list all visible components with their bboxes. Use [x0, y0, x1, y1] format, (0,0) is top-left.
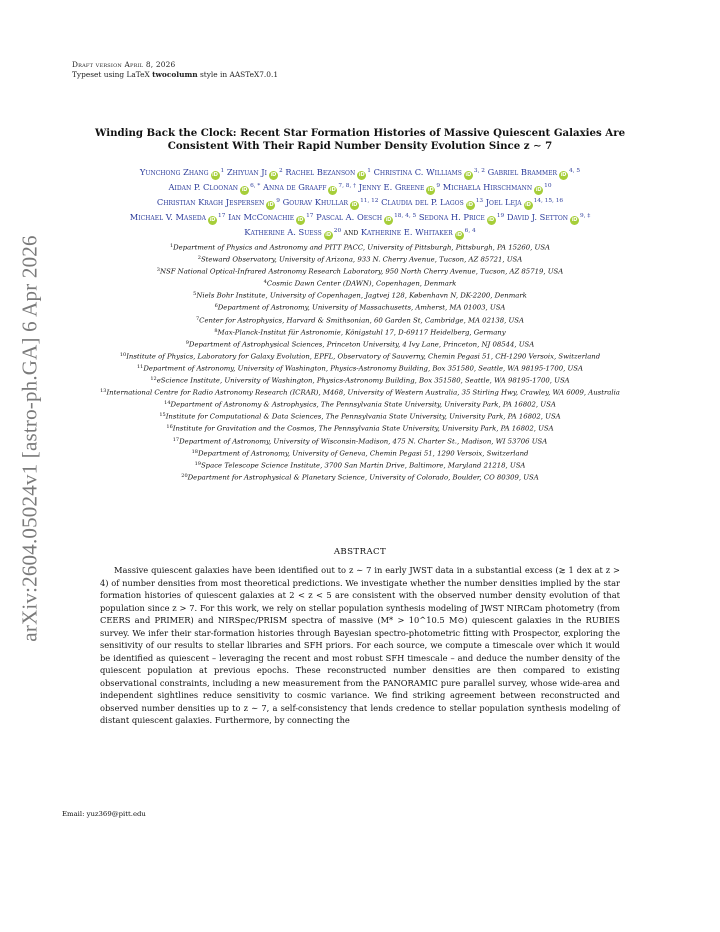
author-affiliation-marker: 3, 2 — [473, 168, 485, 174]
author-affiliation-marker: 9 — [436, 183, 441, 189]
affiliation-text: Department of Astronomy, University of Massachusetts, Amherst, MA 01003, USA — [217, 303, 506, 312]
author-affiliation-marker: 10 — [544, 183, 552, 189]
author-name[interactable]: Gourav Khullar — [282, 197, 349, 207]
affiliation-line — [56, 410, 664, 422]
author-name[interactable]: Pascal A. Oesch — [316, 212, 383, 222]
affiliation-line — [56, 289, 664, 301]
affiliation-line — [56, 301, 664, 313]
author-entry[interactable] — [227, 167, 283, 177]
author-entry[interactable] — [130, 212, 226, 222]
orcid-icon[interactable]: iD — [358, 172, 365, 178]
author-entry[interactable] — [361, 227, 476, 237]
author-entry[interactable] — [443, 182, 552, 192]
author-entry[interactable] — [263, 182, 356, 192]
affiliation-text: Department of Astronomy, University of Geneva, Chemin Pegasi 51, 1290 Versoix, Switzerland — [197, 449, 529, 458]
author-affiliation-marker: 9, ‡ — [580, 213, 591, 219]
orcid-icon[interactable]: iD — [427, 187, 434, 193]
latex-logo: LaTeX — [126, 70, 150, 79]
author-entry[interactable] — [488, 167, 580, 177]
affiliation-text: Max-Planck-Institut für Astronomie, Königstuhl 17, D-69117 Heidelberg, Germany — [217, 328, 506, 337]
affiliation-number: 20 — [181, 472, 188, 479]
affiliation-text: Department of Astronomy, University of Wisconsin-Madison, 475 N. Charter St., Madison, WI 53706 USA — [179, 437, 548, 445]
affiliation-text: Department of Physics and Astronomy and PITT PACC, University of Pittsburgh, Pittsburgh, PA 15260, USA — [173, 243, 551, 252]
orcid-icon[interactable]: iD — [467, 202, 474, 208]
author-affiliation-marker: 11, 12 — [360, 198, 379, 204]
orcid-icon[interactable]: iD — [535, 187, 542, 193]
orcid-icon[interactable]: iD — [325, 232, 332, 238]
author-entry[interactable] — [168, 182, 260, 192]
author-name[interactable]: Ian McConachie — [228, 212, 295, 222]
author-affiliation-marker: 4, 5 — [569, 168, 581, 174]
affiliation-line — [56, 350, 664, 362]
author-entry[interactable] — [359, 182, 440, 192]
affiliation-line — [56, 326, 664, 338]
author-affiliation-marker: 1 — [220, 168, 225, 174]
draft-version-line: Draft version April 8, 2026 — [72, 60, 176, 69]
affiliation-text: Institute for Gravitation and the Cosmos, The Pennsylvania State University, University Park, PA 16802, USA — [172, 424, 554, 433]
affiliation-number: 12 — [150, 376, 157, 383]
affiliation-number: 10 — [119, 351, 127, 358]
affiliation-number: 8 — [214, 327, 218, 334]
orcid-icon[interactable]: iD — [270, 172, 277, 178]
author-entry[interactable] — [157, 197, 280, 207]
affiliation-number: 2 — [197, 255, 201, 262]
affiliation-line — [56, 277, 664, 289]
orcid-icon[interactable]: iD — [241, 187, 248, 193]
corresponding-email: Email: yuz369@pitt.edu — [62, 810, 146, 818]
orcid-icon[interactable]: iD — [351, 202, 358, 208]
affiliation-text: Department of Astronomy, University of Washington, Physics-Astronomy Building, Box 351580, Seattle, WA 98195-1700, USA — [143, 364, 583, 373]
affiliation-number: 17 — [172, 436, 180, 443]
author-affiliation-marker: 6, * — [250, 183, 261, 189]
author-entry[interactable] — [486, 197, 563, 207]
affiliation-line — [56, 447, 664, 459]
affiliation-number: 16 — [166, 424, 173, 431]
affiliation-text: Institute of Physics, Laboratory for Galaxy Evolution, EPFL, Observatory of Sauverny, Chemin Pegasi 51, CH-1290 Versoix, Switzerland — [126, 352, 601, 361]
arxiv-sidebar-stamp — [8, 228, 52, 648]
affiliation-number: 15 — [159, 412, 166, 419]
affiliation-text: Department of Astronomy & Astrophysics, The Pennsylvania State University, University Park, PA 16802, USA — [170, 400, 556, 409]
affiliation-text: Cosmic Dawn Center (DAWN), Copenhagen, Denmark — [266, 279, 457, 288]
affiliation-text: eScience Institute, University of Washington, Physics-Astronomy Building, Box 351580, Seattle, WA 98195-1700, USA — [156, 376, 570, 385]
affiliation-line — [56, 338, 664, 350]
affiliation-number: 11 — [137, 363, 144, 370]
author-affiliation-marker: 19 — [496, 213, 505, 219]
author-affiliation-marker: 6, 4 — [464, 228, 476, 234]
author-entry[interactable] — [283, 197, 379, 207]
author-name[interactable]: Sedona H. Price — [418, 212, 485, 222]
affiliation-text: Center for Astrophysics, Harvard & Smithsonian, 60 Garden St, Cambridge, MA 02138, USA — [199, 316, 524, 325]
author-affiliation-marker: 1 — [367, 168, 371, 174]
author-name[interactable]: Christina C. Williams — [373, 167, 462, 177]
orcid-icon[interactable]: iD — [297, 217, 304, 223]
affiliation-number: 14 — [164, 400, 171, 407]
author-entry[interactable] — [374, 167, 485, 177]
orcid-icon[interactable]: iD — [209, 217, 216, 223]
affiliation-number: 6 — [214, 303, 218, 310]
author-entry[interactable] — [228, 212, 313, 222]
author-affiliation-marker: 7, 8, † — [338, 183, 357, 189]
affiliation-number: 1 — [169, 243, 174, 249]
orcid-icon[interactable]: iD — [385, 217, 392, 223]
author-affiliation-marker: 17 — [218, 213, 226, 219]
author-affiliation-marker: 2 — [278, 168, 283, 174]
paper-title — [60, 127, 660, 153]
author-conjunction: and — [341, 227, 361, 237]
affiliation-number: 5 — [193, 291, 197, 298]
orcid-icon[interactable]: iD — [465, 172, 472, 178]
author-name[interactable]: Christian Kragh Jespersen — [156, 197, 265, 207]
author-name[interactable]: David J. Setton — [506, 212, 568, 222]
author-entry[interactable] — [140, 167, 224, 177]
title-line-1: Winding Back the Clock: Recent Star Formation Histories of Massive Quiescent Galaxies Are — [94, 127, 626, 139]
author-entry[interactable] — [285, 167, 371, 177]
orcid-icon[interactable]: iD — [330, 187, 336, 193]
affiliation-text: Department of Astrophysical Sciences, Princeton University, 4 Ivy Lane, Princeton, NJ 08544, USA — [188, 340, 535, 349]
affiliation-text: Niels Bohr Institute, University of Copenhagen, Jagtvej 128, København N, DK-2200, Denmark — [196, 291, 527, 300]
author-name[interactable]: Katherine A. Suess — [244, 227, 322, 237]
author-name[interactable]: Zhiyuan Ji — [226, 167, 267, 177]
author-name[interactable]: Michael V. Maseda — [129, 212, 207, 222]
affiliation-line — [56, 435, 664, 447]
orcid-icon[interactable]: iD — [560, 172, 567, 178]
author-name[interactable]: Aidan P. Cloonan — [168, 182, 239, 192]
typeset-suffix: style in AASTeX7.0.1 — [197, 70, 279, 79]
abstract-heading: ABSTRACT — [333, 547, 387, 557]
author-affiliation-marker: 9 — [276, 198, 280, 204]
author-name[interactable]: Michaela Hirschmann — [442, 182, 533, 192]
author-entry[interactable] — [381, 197, 483, 207]
affiliation-text: Institute for Computational & Data Sciences, The Pennsylvania State University, University Park, PA 16802, USA — [165, 412, 561, 421]
author-affiliation-marker: 13 — [475, 198, 484, 204]
affiliation-text: Space Telescope Science Institute, 3700 San Martin Drive, Baltimore, Maryland 21218, USA — [200, 461, 526, 470]
preprint-header — [72, 60, 278, 80]
author-name[interactable]: Rachel Bezanson — [285, 167, 356, 177]
author-affiliation-marker: 17 — [306, 213, 314, 219]
affiliation-line — [56, 253, 664, 265]
author-entry[interactable] — [507, 212, 590, 222]
affiliation-line — [56, 362, 664, 374]
author-affiliation-marker: 20 — [333, 228, 342, 234]
affiliation-number: 13 — [100, 388, 107, 395]
author-affiliation-marker: 18, 4, 5 — [394, 213, 417, 219]
orcid-icon[interactable]: iD — [488, 217, 495, 223]
affiliation-number: 19 — [194, 460, 201, 467]
orcid-icon[interactable]: iD — [456, 232, 463, 238]
affiliation-line — [56, 374, 664, 386]
typeset-line — [72, 70, 278, 80]
author-name[interactable]: Jenny E. Greene — [358, 182, 425, 192]
affiliation-line — [56, 265, 664, 277]
affiliation-text: International Centre for Radio Astronomy Research (ICRAR), M468, University of Western Australia, 35 Stirling Hwy, Crawley, WA 6009, Australia — [106, 388, 620, 397]
arxiv-identifier: arXiv:2604.05024v1 [astro-ph.GA] 6 Apr 2026 — [17, 234, 42, 642]
affiliation-line — [56, 241, 664, 253]
author-entry[interactable] — [316, 212, 416, 222]
orcid-icon[interactable]: iD — [212, 172, 218, 178]
affiliation-text: Department for Astrophysical & Planetary Science, University of Colorado, Boulder, CO 80309, USA — [187, 473, 539, 482]
author-name[interactable]: Claudia del P. Lagos — [381, 197, 464, 207]
affiliation-number: 18 — [191, 448, 198, 455]
orcid-icon[interactable]: iD — [267, 202, 274, 208]
affiliation-line — [56, 422, 664, 434]
affiliation-number: 9 — [185, 339, 189, 346]
author-name[interactable]: Gabriel Brammer — [487, 167, 558, 177]
affiliation-number: 4 — [263, 279, 267, 286]
author-name[interactable]: Yunchong Zhang — [139, 167, 209, 177]
affiliation-line — [56, 398, 664, 410]
affiliation-line — [56, 471, 664, 483]
affiliation-line — [56, 386, 664, 398]
author-name[interactable]: Joel Leja — [485, 197, 522, 207]
affiliation-line — [56, 314, 664, 326]
affiliation-line — [56, 459, 664, 471]
affiliation-number: 7 — [195, 315, 200, 322]
typeset-prefix: Typeset using — [72, 70, 127, 79]
affiliation-text: NSF National Optical-Infrared Astronomy Research Laboratory, 950 North Cherry Avenue, Tucson, AZ 85719, USA — [159, 267, 564, 276]
author-entry[interactable] — [244, 227, 341, 237]
affiliation-number: 3 — [156, 267, 160, 274]
author-list — [60, 165, 660, 240]
affiliation-list — [56, 241, 664, 483]
author-name[interactable]: Katherine E. Whitaker — [360, 227, 453, 237]
author-entry[interactable] — [419, 212, 504, 222]
title-line-2: Consistent With Their Rapid Number Density Evolution Since z ∼ 7 — [167, 140, 553, 152]
abstract-body: Massive quiescent galaxies have been identified out to z ∼ 7 in early JWST data in a substantial excess (≳ 1 dex at z > 4) of number densities from most theoretical predictions. We investigate whether the number densities implied by the star formation histories of quiescent galaxies at 2 < z < 5 are consistent with the observed number density evolution of that population since z > 7. For this work, we rely on stellar population synthesis modeling of JWST NIRCam photometry (from CEERS and PRIMER) and NIRSpec/PRISM spectra of massive (M* > 10^10.5 M⊙) quiescent galaxies in the RUBIES survey. We infer their star-formation histories through Bayesian spectro-photometric fitting with Prospector, exploring the sensitivity of our results to stellar libraries and SFH priors. For each source, we compute a timescale over which it would be identified as quiescent – leveraging the recent and most robust SFH timescale – and deduce the number density of the quiescent population at previous epochs. These reconstructed number densities are then compared to existing observational constraints, including a new measurement from the PANORAMIC pure parallel survey, whose wide-area and independent sightlines reduce sensitivity to cosmic variance. We find striking agreement between reconstructed and observed number densities up to z ∼ 7, a self-consistency that lends credence to stellar population synthesis modeling of distant quiescent galaxies. Furthermore, by connecting the — [100, 565, 620, 725]
orcid-icon[interactable]: iD — [571, 217, 578, 223]
author-affiliation-marker: 14, 15, 16 — [533, 198, 564, 204]
author-name[interactable]: Anna de Graaff — [262, 182, 327, 192]
affiliation-text: Steward Observatory, University of Arizona, 933 N. Cherry Avenue, Tucson, AZ 85721, USA — [200, 255, 523, 264]
typeset-class: twocolumn — [152, 70, 198, 79]
orcid-icon[interactable]: iD — [525, 202, 531, 208]
